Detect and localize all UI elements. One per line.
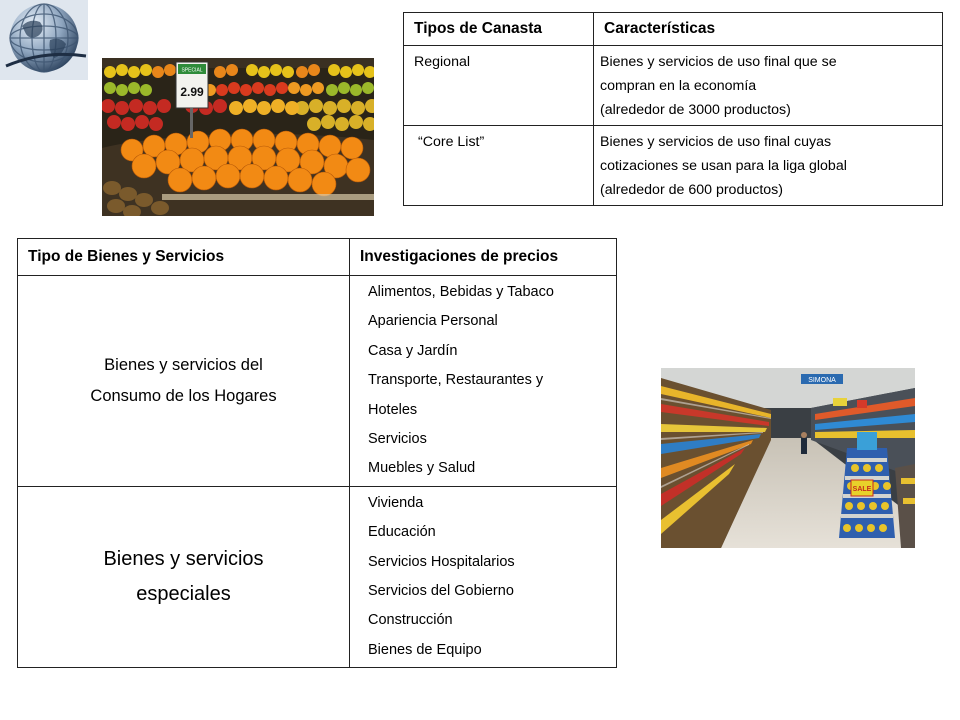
list-item: Alimentos, Bebidas y Tabaco	[368, 284, 554, 300]
basket-type-cell: Regional	[404, 46, 594, 126]
price-investigations-cell	[350, 276, 617, 487]
goods-type-cell	[18, 486, 350, 667]
list-item: Hoteles	[368, 401, 418, 418]
basket-type-cell: “Core List”	[404, 126, 594, 206]
characteristics-line: compran en la economía	[600, 78, 757, 94]
list-item: Servicios del Gobierno	[368, 583, 514, 600]
list-item: Casa y Jardín	[368, 342, 458, 359]
column-header-price-investigations: Investigaciones de precios	[350, 239, 617, 276]
fruit-stand-photo	[102, 58, 374, 216]
table-row	[18, 486, 617, 667]
column-header-characteristics: Características	[594, 13, 943, 46]
goods-type-line: Consumo de los Hogares	[90, 386, 277, 405]
globe-logo	[0, 0, 88, 80]
list-item: Bienes de Equipo	[368, 641, 482, 658]
characteristics-line: (alrededor de 600 productos)	[600, 182, 783, 198]
table-header-row	[404, 13, 943, 46]
list-item: Construcción	[368, 612, 453, 629]
characteristics-line: cotizaciones se usan para la liga global	[600, 158, 847, 174]
price-survey-table	[17, 238, 617, 668]
characteristics-cell	[594, 46, 943, 126]
display-sign-text: SALE	[852, 486, 872, 493]
price-investigations-cell	[350, 486, 617, 667]
characteristics-line: Bienes y servicios de uso final que se	[600, 54, 837, 70]
goods-type-cell	[18, 276, 350, 487]
list-item: Muebles y Salud	[368, 460, 476, 477]
goods-type-line: Bienes y servicios del	[104, 355, 263, 374]
list-item: Servicios	[368, 431, 427, 448]
table-row	[404, 46, 943, 126]
characteristics-cell	[594, 126, 943, 206]
table-header-row	[18, 239, 617, 276]
goods-type-line: Bienes y servicios	[103, 548, 264, 571]
supermarket-aisle-photo	[661, 368, 915, 548]
price-tag-value: 2.99	[180, 85, 204, 99]
table-row	[404, 126, 943, 206]
column-header-basket-type: Tipos de Canasta	[404, 13, 594, 46]
column-header-goods-type: Tipo de Bienes y Servicios	[18, 239, 350, 276]
list-item: Servicios Hospitalarios	[368, 553, 515, 570]
store-sign-text: SIMONA	[808, 377, 836, 384]
table-row	[18, 276, 617, 487]
list-item: Apariencia Personal	[368, 313, 498, 330]
basket-types-table	[403, 12, 943, 206]
price-tag-header: SPECIAL	[181, 67, 203, 74]
list-item: Transporte, Restaurantes y	[368, 372, 544, 389]
list-item: Vivienda	[368, 494, 424, 511]
goods-type-line: especiales	[136, 583, 231, 606]
characteristics-line: (alrededor de 3000 productos)	[600, 102, 791, 118]
list-item: Educación	[368, 524, 436, 541]
characteristics-line: Bienes y servicios de uso final cuyas	[600, 134, 832, 150]
